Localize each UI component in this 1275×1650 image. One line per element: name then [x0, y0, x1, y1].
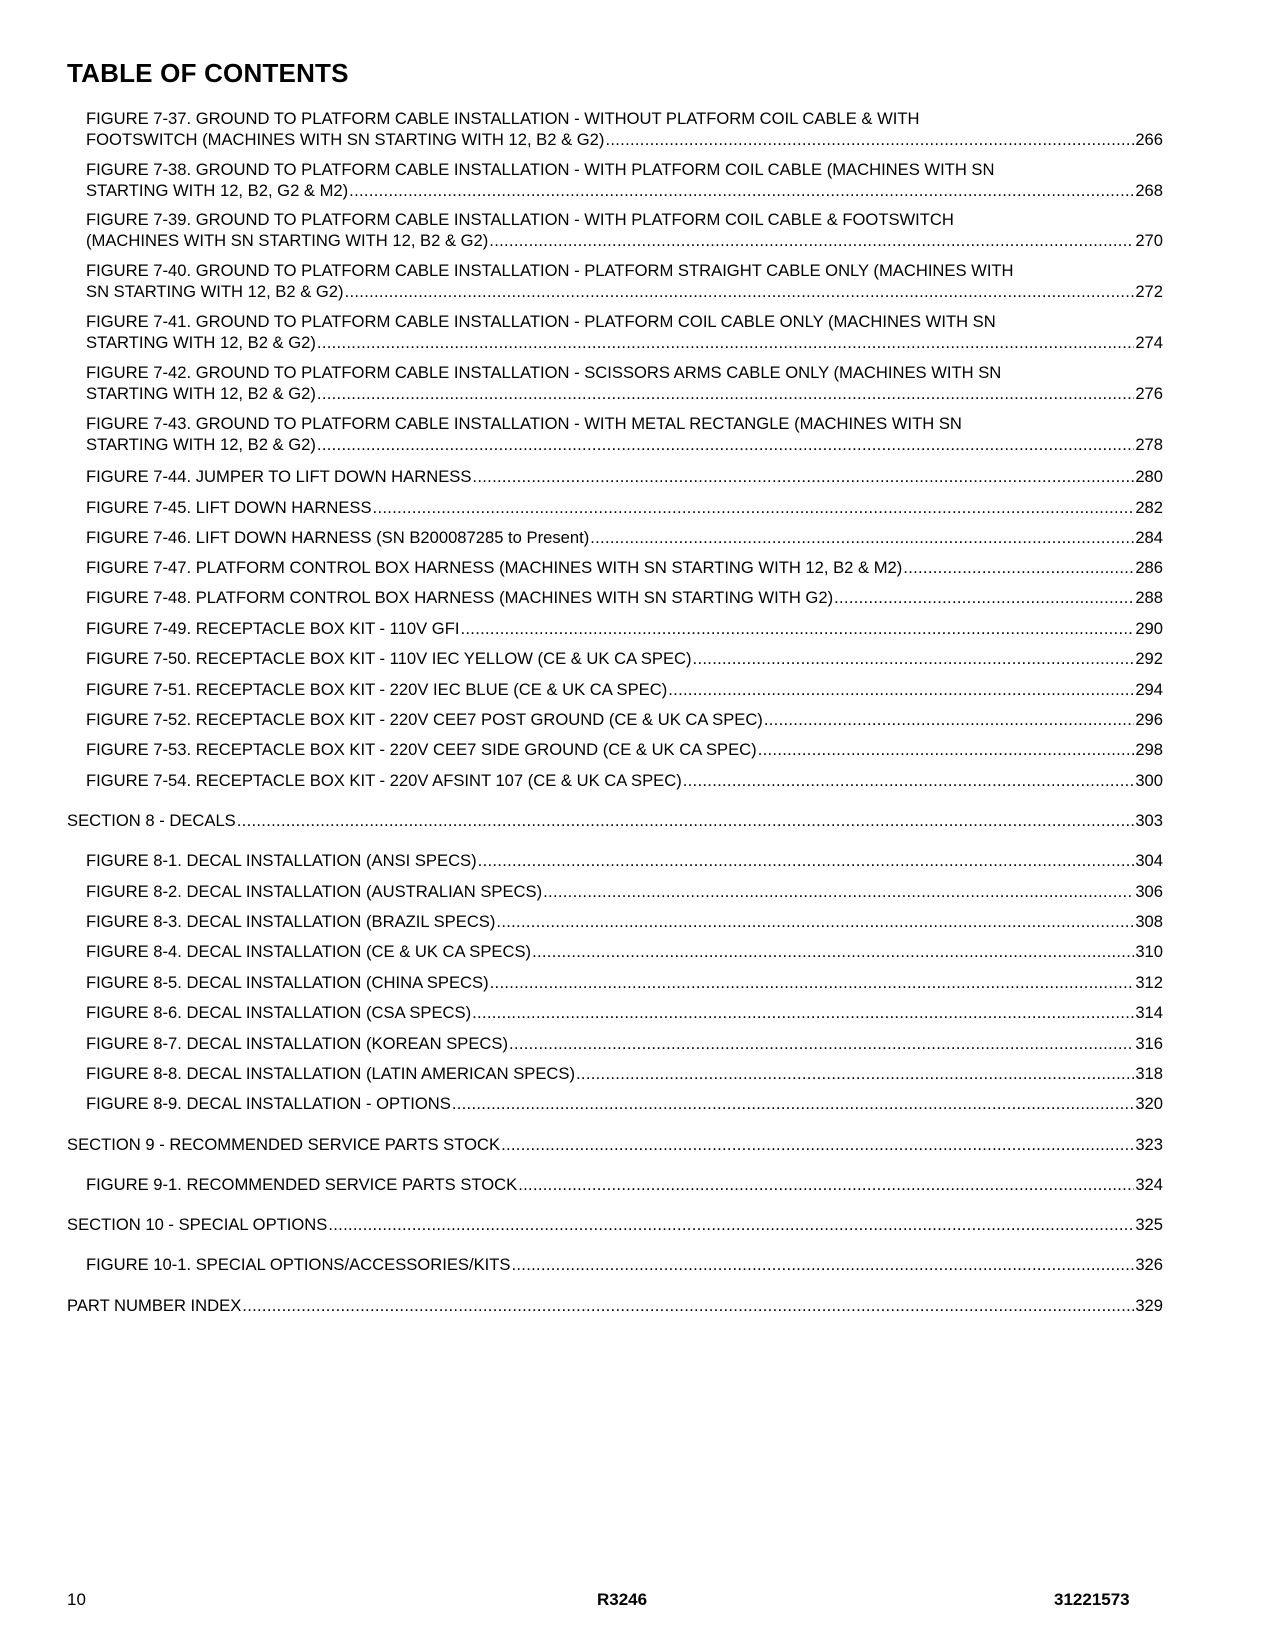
toc-dot-leader — [518, 1174, 1134, 1195]
toc-dot-leader — [764, 709, 1134, 730]
toc-figure-entry[interactable] — [86, 618, 1163, 639]
toc-page-number: 303 — [1135, 811, 1163, 830]
toc-dot-leader — [668, 679, 1134, 700]
toc-dot-leader — [460, 618, 1134, 639]
toc-section-entry[interactable] — [67, 810, 1163, 831]
toc-figure-entry[interactable] — [86, 911, 1163, 932]
toc-page-number: 318 — [1135, 1064, 1163, 1083]
toc-page-number: 329 — [1135, 1296, 1163, 1315]
toc-entry-title: FIGURE 7-49. RECEPTACLE BOX KIT - 110V GFI — [86, 619, 460, 638]
toc-page-number: 290 — [1135, 619, 1163, 638]
toc-entry-title: SECTION 10 - SPECIAL OPTIONS — [67, 1215, 328, 1234]
toc-figure-entry[interactable] — [86, 362, 1163, 404]
footer-page-number: 10 — [67, 1590, 86, 1609]
toc-figure-entry[interactable] — [86, 1002, 1163, 1023]
toc-entry-title: FIGURE 8-2. DECAL INSTALLATION (AUSTRALIAN SPECS) — [86, 882, 543, 901]
toc-figure-entry[interactable] — [86, 739, 1163, 760]
toc-page-number: 298 — [1135, 740, 1163, 759]
toc-entry-title-line: FIGURE 7-40. GROUND TO PLATFORM CABLE INSTALLATION - PLATFORM STRAIGHT CABLE ONLY (MACHINES WITH — [86, 261, 1014, 280]
toc-dot-leader — [317, 383, 1134, 404]
toc-entry-title: FIGURE 7-46. LIFT DOWN HARNESS (SN B200087285 to Present) — [86, 528, 590, 547]
toc-figure-entry[interactable] — [86, 209, 1163, 251]
toc-entry-title: FIGURE 8-5. DECAL INSTALLATION (CHINA SPECS) — [86, 973, 489, 992]
toc-entry-title: FIGURE 9-1. RECOMMENDED SERVICE PARTS STOCK — [86, 1175, 518, 1194]
toc-figure-entry[interactable] — [86, 679, 1163, 700]
toc-entry-title: STARTING WITH 12, B2 & G2) — [86, 384, 316, 403]
toc-entry-title: FIGURE 7-52. RECEPTACLE BOX KIT - 220V CEE7 POST GROUND (CE & UK CA SPEC) — [86, 710, 763, 729]
toc-dot-leader — [328, 1214, 1134, 1235]
toc-page-number: 272 — [1135, 282, 1163, 301]
toc-dot-leader — [237, 810, 1135, 831]
toc-dot-leader — [509, 1033, 1134, 1054]
toc-entry-title: FIGURE 7-47. PLATFORM CONTROL BOX HARNESS (MACHINES WITH SN STARTING WITH 12, B2 & M2) — [86, 558, 903, 577]
toc-figure-entry[interactable] — [86, 1174, 1163, 1195]
toc-dot-leader — [317, 434, 1134, 455]
toc-figure-entry[interactable] — [86, 941, 1163, 962]
toc-dot-leader — [317, 332, 1134, 353]
toc-page-number: 308 — [1135, 912, 1163, 931]
toc-dot-leader — [576, 1063, 1134, 1084]
toc-page-number: 300 — [1135, 771, 1163, 790]
toc-section-entry[interactable] — [67, 1134, 1163, 1155]
toc-entry-title-line: FIGURE 7-38. GROUND TO PLATFORM CABLE INSTALLATION - WITH PLATFORM COIL CABLE (MACHINES WITH SN — [86, 160, 995, 179]
toc-page-number: 312 — [1135, 973, 1163, 992]
toc-dot-leader — [532, 941, 1134, 962]
toc-entry-title-line: FIGURE 7-42. GROUND TO PLATFORM CABLE INSTALLATION - SCISSORS ARMS CABLE ONLY (MACHINES WITH SN — [86, 363, 1002, 382]
toc-dot-leader — [903, 557, 1134, 578]
toc-page-number: 274 — [1135, 333, 1163, 352]
toc-figure-entry[interactable] — [86, 108, 1163, 150]
toc-entry-title: FIGURE 7-51. RECEPTACLE BOX KIT - 220V IEC BLUE (CE & UK CA SPEC) — [86, 680, 668, 699]
toc-figure-entry[interactable] — [86, 709, 1163, 730]
toc-entry-title: SECTION 8 - DECALS — [67, 811, 236, 830]
toc-entry-title: FIGURE 7-48. PLATFORM CONTROL BOX HARNESS (MACHINES WITH SN STARTING WITH G2) — [86, 588, 834, 607]
toc-dot-leader — [345, 281, 1135, 302]
toc-entry-title: FIGURE 7-53. RECEPTACLE BOX KIT - 220V CEE7 SIDE GROUND (CE & UK CA SPEC) — [86, 740, 757, 759]
toc-page-number: 306 — [1135, 882, 1163, 901]
toc-page-number: 325 — [1135, 1215, 1163, 1234]
toc-figure-entry[interactable] — [86, 648, 1163, 669]
toc-entry-title: (MACHINES WITH SN STARTING WITH 12, B2 & G2) — [86, 231, 489, 250]
toc-entry-title: STARTING WITH 12, B2 & G2) — [86, 435, 316, 454]
toc-figure-entry[interactable] — [86, 1093, 1163, 1114]
toc-page-number: 292 — [1135, 649, 1163, 668]
toc-page-number: 323 — [1135, 1135, 1163, 1154]
toc-page-number: 310 — [1135, 942, 1163, 961]
toc-entry-title: FIGURE 10-1. SPECIAL OPTIONS/ACCESSORIES/KITS — [86, 1255, 511, 1274]
toc-figure-entry[interactable] — [86, 497, 1163, 518]
toc-entry-title: FIGURE 8-4. DECAL INSTALLATION (CE & UK CA SPECS) — [86, 942, 532, 961]
toc-entry-title-line: FIGURE 7-43. GROUND TO PLATFORM CABLE INSTALLATION - WITH METAL RECTANGLE (MACHINES WITH SN — [86, 414, 962, 433]
toc-entry-title-line: FIGURE 7-39. GROUND TO PLATFORM CABLE INSTALLATION - WITH PLATFORM COIL CABLE & FOOTSWITCH — [86, 210, 954, 229]
toc-entry-title: STARTING WITH 12, B2 & G2) — [86, 333, 316, 352]
toc-dot-leader — [452, 1093, 1134, 1114]
toc-dot-leader — [496, 911, 1134, 932]
toc-dot-leader — [511, 1254, 1134, 1275]
toc-page-number: 294 — [1135, 680, 1163, 699]
toc-page-number: 282 — [1135, 498, 1163, 517]
toc-page-number: 288 — [1135, 588, 1163, 607]
toc-figure-entry[interactable] — [86, 972, 1163, 993]
toc-entry-title: FIGURE 7-44. JUMPER TO LIFT DOWN HARNESS — [86, 467, 472, 486]
footer-doc-code: R3246 — [597, 1590, 648, 1609]
toc-page-number: 276 — [1135, 384, 1163, 403]
toc-entry-title: FOOTSWITCH (MACHINES WITH SN STARTING WITH 12, B2 & G2) — [86, 130, 605, 149]
toc-dot-leader — [501, 1134, 1134, 1155]
toc-figure-entry[interactable] — [86, 1254, 1163, 1275]
toc-page-number: 314 — [1135, 1003, 1163, 1022]
toc-page-number: 324 — [1135, 1175, 1163, 1194]
toc-page-number: 326 — [1135, 1255, 1163, 1274]
toc-figure-entry[interactable] — [86, 1033, 1163, 1054]
toc-figure-entry[interactable] — [86, 466, 1163, 487]
toc-entry-title-line: FIGURE 7-37. GROUND TO PLATFORM CABLE INSTALLATION - WITHOUT PLATFORM COIL CABLE & WITH — [86, 109, 920, 128]
toc-entry-title: FIGURE 8-8. DECAL INSTALLATION (LATIN AMERICAN SPECS) — [86, 1064, 575, 1083]
toc-figure-entry[interactable] — [86, 881, 1163, 902]
toc-figure-entry[interactable] — [86, 1063, 1163, 1084]
toc-dot-leader — [490, 972, 1135, 993]
toc-page-number: 304 — [1135, 851, 1163, 870]
toc-entry-title: FIGURE 8-6. DECAL INSTALLATION (CSA SPECS) — [86, 1003, 472, 1022]
toc-figure-entry[interactable] — [86, 260, 1163, 302]
toc-figure-entry[interactable] — [86, 587, 1163, 608]
toc-dot-leader — [605, 129, 1134, 150]
toc-section-entry[interactable] — [67, 1214, 1163, 1235]
toc-figure-entry[interactable] — [86, 557, 1163, 578]
toc-page-number: 280 — [1135, 467, 1163, 486]
toc-page-number: 268 — [1135, 181, 1163, 200]
toc-figure-entry[interactable] — [86, 413, 1163, 455]
toc-page-number: 278 — [1135, 435, 1163, 454]
toc-entry-title-line: FIGURE 7-41. GROUND TO PLATFORM CABLE INSTALLATION - PLATFORM COIL CABLE ONLY (MACHINES WITH SN — [86, 312, 996, 331]
toc-dot-leader — [683, 770, 1135, 791]
toc-dot-leader — [758, 739, 1135, 760]
toc-dot-leader — [834, 587, 1134, 608]
toc-page-number: 316 — [1135, 1034, 1163, 1053]
toc-page-number: 320 — [1135, 1094, 1163, 1113]
toc-entry-title: FIGURE 7-45. LIFT DOWN HARNESS — [86, 498, 372, 517]
toc-entry-title: FIGURE 7-54. RECEPTACLE BOX KIT - 220V AFSINT 107 (CE & UK CA SPEC) — [86, 771, 682, 790]
toc-entry-title: FIGURE 8-3. DECAL INSTALLATION (BRAZIL SPECS) — [86, 912, 496, 931]
toc-figure-entry[interactable] — [86, 850, 1163, 871]
toc-page-number: 266 — [1135, 130, 1163, 149]
toc-page-number: 296 — [1135, 710, 1163, 729]
toc-page-number: 270 — [1135, 231, 1163, 250]
toc-dot-leader — [373, 497, 1135, 518]
toc-dot-leader — [472, 466, 1134, 487]
toc-entry-title: FIGURE 8-7. DECAL INSTALLATION (KOREAN SPECS) — [86, 1034, 508, 1053]
toc-dot-leader — [693, 648, 1135, 669]
toc-entry-title: PART NUMBER INDEX — [67, 1296, 242, 1315]
toc-dot-leader — [349, 180, 1134, 201]
toc-dot-leader — [489, 230, 1134, 251]
toc-entry-title: FIGURE 7-50. RECEPTACLE BOX KIT - 110V IEC YELLOW (CE & UK CA SPEC) — [86, 649, 692, 668]
toc-page-number: 286 — [1135, 558, 1163, 577]
toc-dot-leader — [590, 527, 1134, 548]
toc-figure-entry[interactable] — [86, 311, 1163, 353]
toc-page-number: 284 — [1135, 528, 1163, 547]
toc-section-entry[interactable] — [67, 1295, 1163, 1316]
toc-dot-leader — [543, 881, 1134, 902]
toc-dot-leader — [242, 1295, 1134, 1316]
toc-figure-entry[interactable] — [86, 159, 1163, 201]
page-title: TABLE OF CONTENTS — [67, 58, 349, 88]
toc-entry-title: SECTION 9 - RECOMMENDED SERVICE PARTS STOCK — [67, 1135, 501, 1154]
toc-dot-leader — [478, 850, 1135, 871]
footer-part-number: 31221573 — [1054, 1590, 1130, 1609]
toc-dot-leader — [472, 1002, 1134, 1023]
toc-entry-title: SN STARTING WITH 12, B2 & G2) — [86, 282, 344, 301]
toc-entry-title: STARTING WITH 12, B2, G2 & M2) — [86, 181, 349, 200]
toc-entry-title: FIGURE 8-1. DECAL INSTALLATION (ANSI SPECS) — [86, 851, 477, 870]
toc-entry-title: FIGURE 8-9. DECAL INSTALLATION - OPTIONS — [86, 1094, 451, 1113]
toc-figure-entry[interactable] — [86, 527, 1163, 548]
toc-figure-entry[interactable] — [86, 770, 1163, 791]
